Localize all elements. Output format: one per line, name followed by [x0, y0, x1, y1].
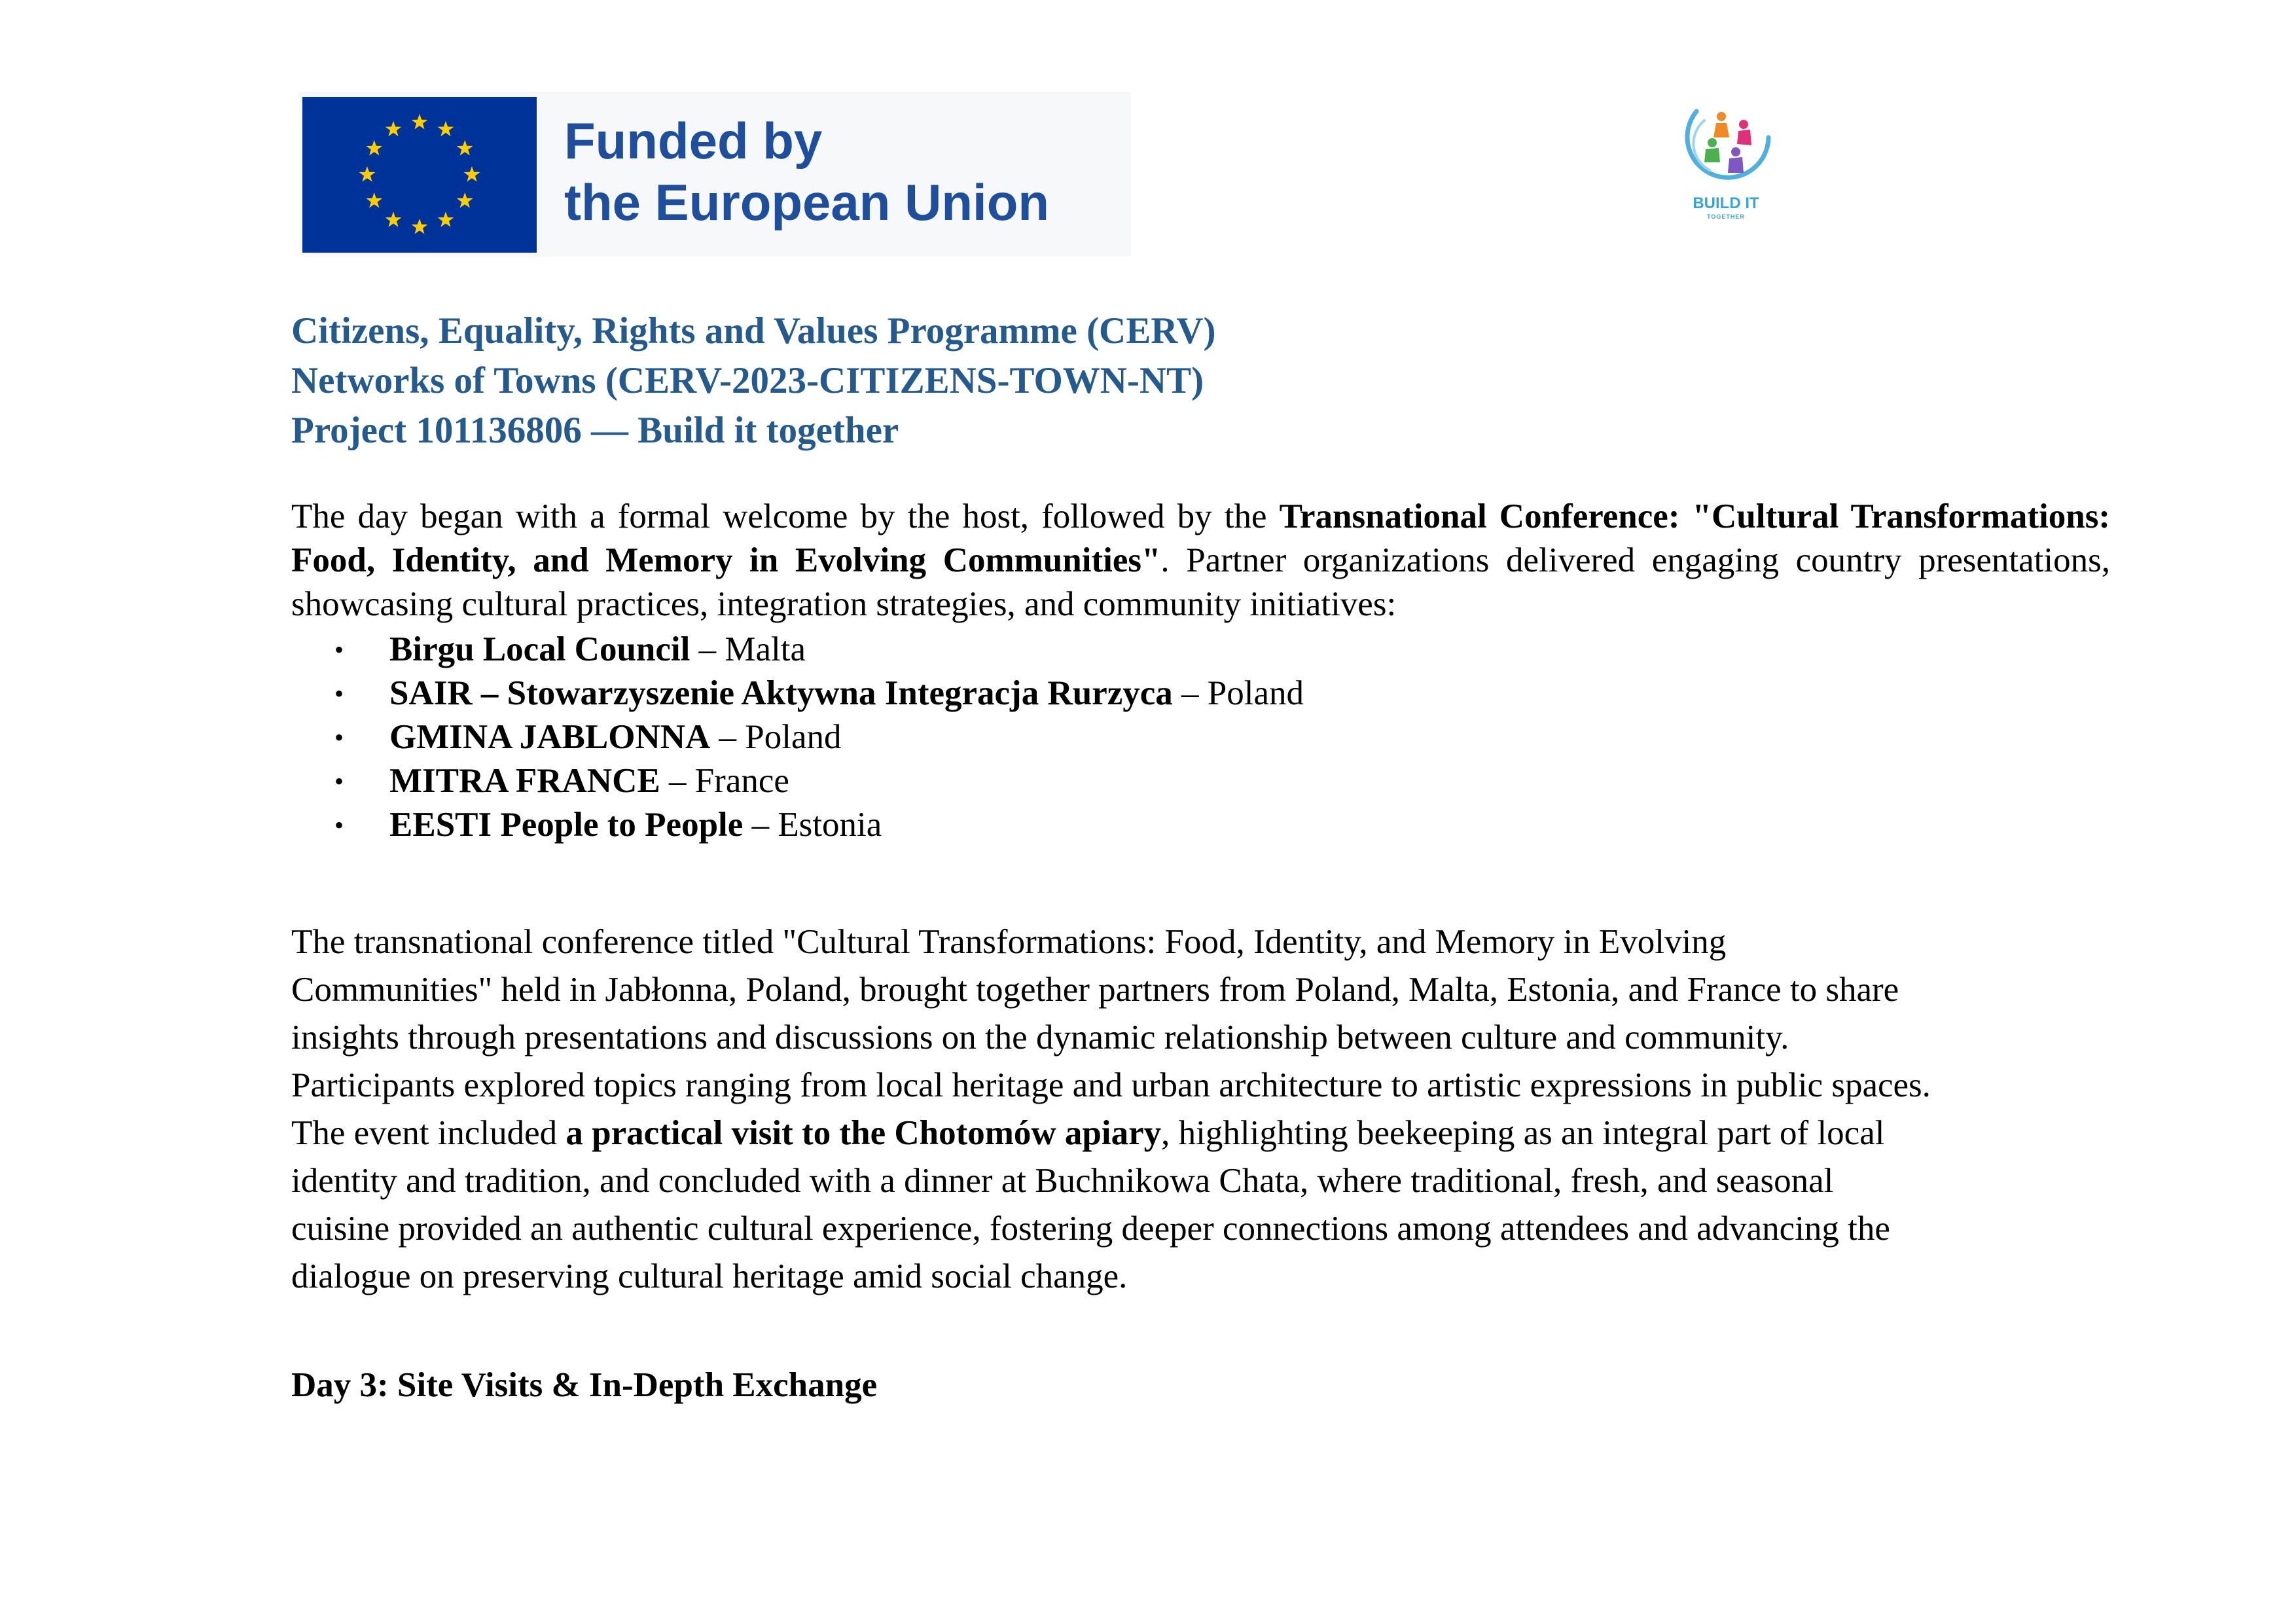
partner-name: EESTI People to People [389, 806, 744, 844]
eu-star-icon [359, 166, 376, 182]
summary-line: identity and tradition, and concluded with a dinner at Buchnikowa Chata, where traditional, fresh, and seasonal [291, 1162, 1834, 1200]
eu-funding-line1: Funded by [564, 112, 823, 170]
partner-name: MITRA FRANCE [389, 762, 660, 800]
build-it-logo-name: BUILD IT [1693, 194, 1759, 212]
programme-title: Citizens, Equality, Rights and Values Programme (CERV) [291, 310, 1216, 352]
partner-country: – Poland [710, 718, 842, 756]
eu-flag-icon [302, 97, 537, 253]
partner-name: SAIR – Stowarzyszenie Aktywna Integracja Rurzyca [389, 674, 1173, 712]
eu-star-icon [386, 211, 402, 227]
apiary-visit-highlight: a practical visit to the Chotomów apiary [565, 1114, 1162, 1152]
build-it-logo-subtitle: TOGETHER [1707, 213, 1745, 220]
bullet-icon: • [334, 810, 344, 840]
partner-country: – Estonia [743, 806, 882, 844]
bullet-icon: • [334, 723, 344, 752]
day3-heading: Day 3: Site Visits & In-Depth Exchange [291, 1366, 878, 1404]
summary-line: Communities" held in Jabłonna, Poland, brought together partners from Poland, Malta, Estonia, and France to share [291, 971, 1899, 1009]
list-item [291, 672, 1304, 715]
partner-country: – Malta [690, 630, 806, 668]
network-title: Networks of Towns (CERV-2023-CITIZENS-TOWN-NT) [291, 360, 1204, 401]
eu-star-icon [438, 121, 454, 137]
intro-text-start: The day began with a formal welcome by the host, followed by the [291, 497, 1280, 535]
list-item [291, 628, 1304, 672]
eu-funding-logo [300, 92, 1131, 257]
summary-line: The transnational conference titled "Cultural Transformations: Food, Identity, and Memory in Evolving [291, 923, 1727, 961]
intro-paragraph [291, 495, 2110, 626]
summary-line: insights through presentations and discussions on the dynamic relationship between culture and community. [291, 1019, 1789, 1056]
list-item [291, 759, 1304, 803]
summary-text: , highlighting beekeeping as an integral part of local [1161, 1114, 1885, 1152]
intro-text-end: . Partner organizations delivered engaging country presentations, showcasing cultural practices, integration strategies, and community initiatives: [291, 541, 2111, 623]
summary-paragraph [291, 918, 2124, 1301]
eu-funding-line2: the European Union [564, 173, 1049, 231]
bullet-icon: • [334, 679, 344, 708]
bullet-icon: • [334, 635, 344, 664]
list-item [291, 803, 1304, 847]
summary-text: The event included [291, 1114, 566, 1152]
summary-line-apiary [291, 1110, 2124, 1157]
eu-star-icon [457, 140, 473, 156]
eu-star-icon [438, 211, 454, 227]
partner-name: GMINA JABLONNA [389, 718, 711, 756]
build-it-together-emblem-icon [1670, 92, 1782, 196]
eu-star-icon [412, 219, 428, 234]
partner-list [291, 628, 1304, 847]
bullet-icon: • [334, 767, 344, 796]
list-item [291, 715, 1304, 759]
summary-line: dialogue on preserving cultural heritage amid social change. [291, 1257, 1128, 1295]
eu-star-icon [386, 121, 402, 137]
programme-heading [291, 306, 1993, 456]
build-it-together-logo [1670, 92, 1782, 229]
eu-star-icon [412, 114, 428, 130]
partner-country: – Poland [1172, 674, 1304, 712]
eu-funding-text [564, 110, 1049, 233]
eu-star-icon [366, 192, 382, 208]
eu-star-icon [366, 140, 382, 156]
partner-country: – France [660, 762, 789, 800]
project-title: Project 101136806 — Build it together [291, 410, 899, 451]
summary-line: cuisine provided an authentic cultural experience, fostering deeper connections among attendees and advancing the [291, 1210, 1890, 1248]
summary-line: Participants explored topics ranging from local heritage and urban architecture to artistic expressions in public spaces. [291, 1066, 1931, 1104]
partner-name: Birgu Local Council [389, 630, 691, 668]
eu-star-icon [464, 166, 480, 182]
eu-star-icon [457, 192, 473, 208]
conference-title: Transnational Conference: "Cultural Transformations: Food, Identity, and Memory in Evolving Communities" [291, 497, 2110, 579]
